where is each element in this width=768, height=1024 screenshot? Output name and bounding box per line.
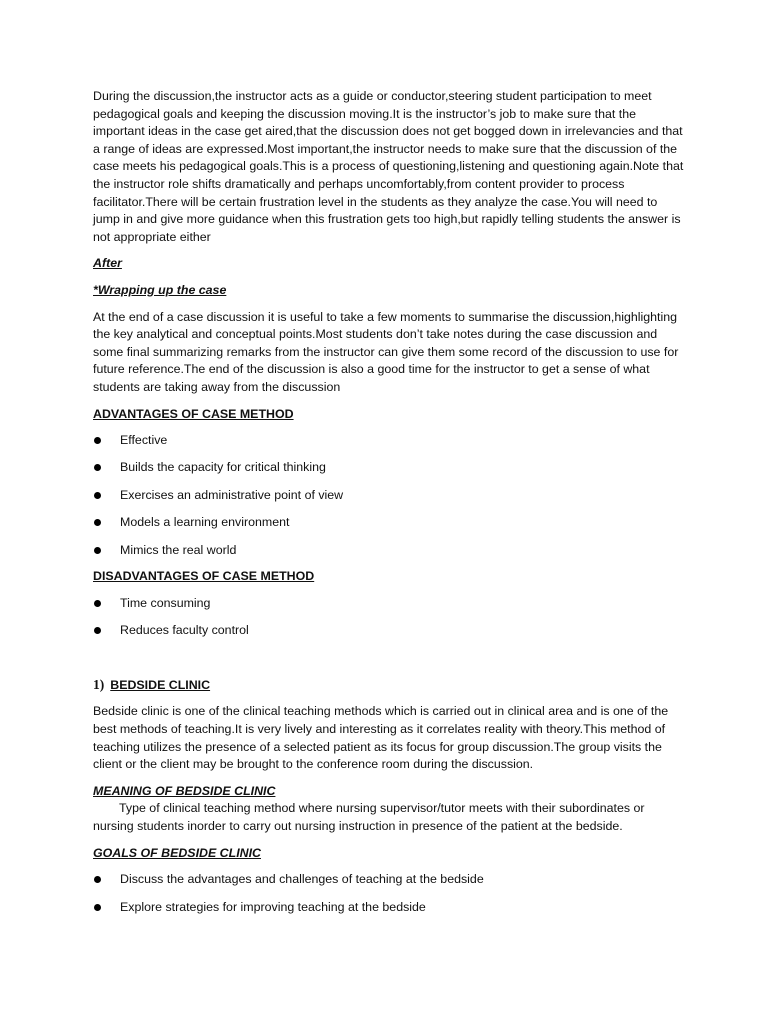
list-item <box>93 514 685 532</box>
section-number: 1) <box>93 676 105 692</box>
bullet-icon <box>94 600 101 607</box>
bedside-clinic-heading <box>93 676 685 695</box>
meaning-heading: MEANING OF BEDSIDE CLINIC <box>93 783 276 798</box>
wrapping-up-heading: *Wrapping up the case <box>93 282 227 297</box>
list-item-text: Explore strategies for improving teaching at the bedside <box>120 899 426 914</box>
list-item <box>93 899 685 917</box>
list-item <box>93 871 685 889</box>
list-item <box>93 432 685 450</box>
disadvantages-heading: DISADVANTAGES OF CASE METHOD <box>93 569 315 584</box>
list-item-text: Effective <box>120 433 168 448</box>
bullet-icon <box>94 904 101 911</box>
intro-paragraph: During the discussion,the instructor acts as a guide or conductor,steering student participation to meet pedagogical goals and keeping the discussion moving.It is the instructor’s job to make sure that the important ideas in the case get aired,that the discussion does not get bogged down in irrelevancies and that a range of ideas are expressed.Most important,the instructor needs to make sure that the discussion of the case meets his pedagogical goals.This is a process of questioning,listening and questioning again.Note that the instructor role shifts dramatically and perhaps uncomfortably,from content provider to process facilitator.There will be certain frustration level in the students as they analyze the case.You will need to jump in and give more guidance when this frustration gets too high,but rapidly telling students the answer is not appropriate either <box>93 89 684 244</box>
list-item-text: Discuss the advantages and challenges of teaching at the bedside <box>120 872 484 887</box>
bullet-icon <box>94 627 101 634</box>
meaning-paragraph: Type of clinical teaching method where nursing supervisor/tutor meets with their subordinates or nursing students inorder to carry out nursing instruction in presence of the patient at the bedside. <box>93 801 645 833</box>
list-item-text: Mimics the real world <box>120 542 237 557</box>
wrapping-up-paragraph: At the end of a case discussion it is useful to take a few moments to summarise the discussion,highlighting the key analytical and conceptual points.Most students don’t take notes during the case discussion and some final summarizing remarks from the instructor can give them some record of the discussion to use for future reference.The end of the discussion is also a good time for the instructor to get a sense of what students are taking away from the discussion <box>93 309 679 394</box>
document-page <box>93 88 685 926</box>
after-heading: After <box>93 256 122 271</box>
advantages-list <box>93 432 685 559</box>
list-item <box>93 542 685 560</box>
bullet-icon <box>94 519 101 526</box>
list-item <box>93 622 685 640</box>
section-title: BEDSIDE CLINIC <box>110 677 211 692</box>
bullet-icon <box>94 437 101 444</box>
list-item <box>93 459 685 477</box>
list-item-text: Builds the capacity for critical thinking <box>120 460 326 475</box>
list-item-text: Reduces faculty control <box>120 623 249 638</box>
advantages-heading: ADVANTAGES OF CASE METHOD <box>93 406 294 421</box>
list-item-text: Exercises an administrative point of view <box>120 487 344 502</box>
disadvantages-list <box>93 595 685 640</box>
bullet-icon <box>94 547 101 554</box>
list-item-text: Time consuming <box>120 595 211 610</box>
bullet-icon <box>94 464 101 471</box>
list-item <box>93 487 685 505</box>
goals-heading: GOALS OF BEDSIDE CLINIC <box>93 845 261 860</box>
goals-list <box>93 871 685 916</box>
list-item-text: Models a learning environment <box>120 515 290 530</box>
list-item <box>93 595 685 613</box>
bedside-clinic-paragraph: Bedside clinic is one of the clinical teaching methods which is carried out in clinical area and is one of the best methods of teaching.It is very lively and interesting as it correlates reality with theory.This method of teaching utilizes the presence of a selected patient as its focus for group discussion.The group visits the client or the client may be brought to the conference room during the discussion. <box>93 704 669 772</box>
bullet-icon <box>94 876 101 883</box>
bullet-icon <box>94 492 101 499</box>
